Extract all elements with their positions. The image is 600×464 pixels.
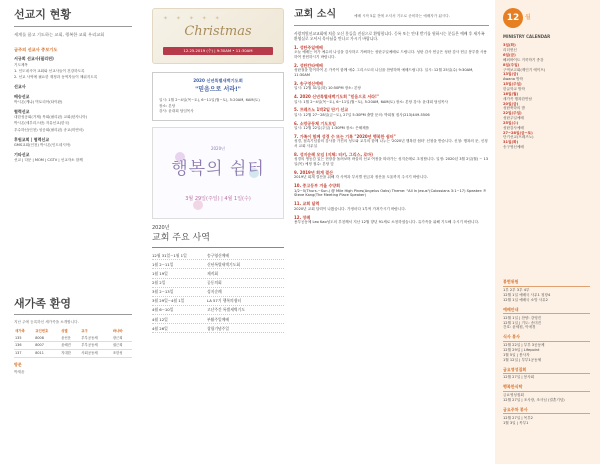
table-cell: 사회공동체 <box>80 349 111 357</box>
calendar-event: 리더헌신 <box>503 48 517 53</box>
schedule-event: 송구영신예배 <box>207 252 230 258</box>
prayer-detail: 강사: 윤대희 담임목사 <box>159 109 194 114</box>
sidebar-heading: 식사 봉사 <box>503 334 520 340</box>
schedule-row <box>152 260 284 269</box>
news-item-body: 일시: 12월 22일(주일) 1:30PM 장소: 은혜채플 <box>294 126 370 130</box>
schedule-row <box>152 297 284 306</box>
mission-title: 선교지 현황 <box>14 8 71 21</box>
sidebar-row: 12월 1일 | 기도: 송미진 <box>503 320 542 325</box>
calendar-date: 31일(화) <box>503 140 519 145</box>
news-item-title: 2. 성탄칸타예배 <box>294 62 323 68</box>
mission-subtitle: 세계를 품고 기도하는 교회, 행복한 교회 우리교회 <box>14 31 105 37</box>
table-row <box>14 342 132 350</box>
calendar-event: 성탄감사예배 <box>503 125 524 130</box>
table-header: 바나바 <box>112 329 123 334</box>
sidebar-row: 금요영성집회 <box>503 393 524 398</box>
calendar-event: 성탄축하의 밤 <box>503 106 525 111</box>
news-item <box>294 107 489 117</box>
promo-column <box>140 0 290 464</box>
news-intro: 사랑의빛선교교회에 처음 오신 분들을 진심으로 환영합니다. 등록 또는 안내 받기를 원하시는 분들은 예배 후 새가족 환영실로 오셔서 목사님을 만나고 가시기 바랍니다. <box>294 30 485 41</box>
rest-banner <box>152 127 284 219</box>
prayer-theme: "믿음으로 서라!" <box>195 85 241 93</box>
table-cell: 조한성 <box>112 349 132 357</box>
mission-line: GMS교회(인천) 박시온(인도네시아) <box>14 143 71 148</box>
month-badge <box>503 8 590 28</box>
christmas-title: Christmas <box>184 24 252 39</box>
calendar-date: 16일(월) <box>503 91 519 96</box>
news-item <box>294 121 489 131</box>
sidebar-row: 12월 22일 | 부부 3공동체 <box>503 343 545 348</box>
schedule-event: LA 57기 행복의쉼터 <box>207 298 242 304</box>
table-row <box>14 335 132 342</box>
month-number: 12 <box>503 8 523 28</box>
table-cell: 8008 <box>34 335 60 342</box>
news-item-title: 5. 프레즈노 1박2일 단기 선교 <box>294 107 349 113</box>
news-item-title: 6. 소망공동체 기도모임 <box>294 120 336 126</box>
sidebar-row: 1월 3일 | 목부1 <box>503 420 529 425</box>
news-column <box>290 0 495 464</box>
news-item-title: 8. 성지순례 모임 (지체: 터키, 그리스, 로마) <box>294 151 373 157</box>
table-header: 교구 <box>81 329 88 334</box>
divider <box>503 373 590 374</box>
calendar-title: MINISTRY CALENDAR <box>503 34 551 39</box>
news-item <box>294 81 489 91</box>
calendar-date: 25일(수) <box>503 120 519 125</box>
rest-date: 3월 29일(주일) | 4월 1일(수) <box>185 195 251 202</box>
sidebar-row: 12월 1일 예배국 소망 사무2 <box>503 297 548 302</box>
calendar-date: 22일(주일) <box>503 111 522 116</box>
family-table <box>14 328 132 357</box>
news-item-title: 1. 성탄주일예배 <box>294 44 323 50</box>
table-cell: 136 <box>14 342 34 350</box>
mission-column <box>0 0 140 464</box>
mission-line: 2. 선교 사역에 필요한 재정과 동역자들이 채워지도록 <box>14 75 98 80</box>
schedule-row <box>152 279 284 288</box>
mission-line: 후원교회 | 협력선교 <box>14 136 50 142</box>
table-cell: 윤혜진 <box>60 342 80 350</box>
divider <box>294 25 489 26</box>
schedule-year: 2020년 <box>152 225 170 232</box>
sidebar-row: 12월 27일 | 목부2 <box>503 415 533 420</box>
mission-line: 1. 인도네시아 교회와 선교사들이 건강하도록 <box>14 68 85 73</box>
calendar-event: Awana 방학 <box>503 77 524 82</box>
prayer-detail: 일시: 1월 2~4일(목~토), 6~11일(월~토), 5:20AM, 6AM(토) <box>159 97 260 102</box>
month-word: 월 <box>525 13 531 21</box>
calendar-date: 3일(화) <box>503 43 516 48</box>
news-title: 교회 소식 <box>294 9 337 20</box>
mission-line: 박시온(케냐) 빅토리아(타이완) <box>14 99 63 104</box>
calendar-event: 구역보고회(제인기 에이프) <box>503 67 546 72</box>
news-item <box>294 152 489 167</box>
table-cell: 권근희 <box>112 342 132 350</box>
mission-line: 배승선교 <box>14 93 30 99</box>
news-item-body: 1/2~5(Thurs.~Sun.) @ Mile High Pines(Angelus Oaks) Theme: "All In Jesus"(Colossians 3:1~17) Speaker: P. Steve Kang(The Meeting Place Speaker) <box>294 188 487 198</box>
news-item-title: 10. 중고등부 겨울 수양회 <box>294 183 341 189</box>
mission-line: 선교 | 다문 | MOM | CGTV | 선교자소 함께 <box>14 158 83 163</box>
table-cell: 윤선운 <box>60 335 80 342</box>
schedule-event: 공동의회 <box>207 280 222 286</box>
calendar-event: 한글학교 방학 <box>503 86 525 91</box>
table-cell: 135 <box>14 335 34 342</box>
calendar-event: 송구영신예배 <box>503 145 524 150</box>
news-item <box>294 63 489 78</box>
calendar-list <box>503 43 590 275</box>
calendar-item <box>503 121 590 131</box>
news-item-body: 성경의 생동감 있는 현장을 돌려보며 바울의 선교 여정을 따라가는 성지순례로 초청합니다. 일정: 2020년 3월 2일(월) ~ 13일(목) 예정 접수: 본당 앞 <box>294 157 489 167</box>
news-subtitle: 예배 시작 5분 전에 오셔서 기도로 준비하는 예배자가 됩시다. <box>354 14 450 18</box>
calendar-date: 20일(금) <box>503 101 519 106</box>
news-item <box>294 215 489 225</box>
divider <box>503 391 590 392</box>
schedule-date: 4월 6~10일 <box>152 307 174 313</box>
sidebar-heading: 금요영성집회 <box>503 366 527 372</box>
news-item-body: 오늘 예배는 어가 예수의 나심을 감사하고 기뻐하는 성탄주일예배로 드립니다. 성탄 감사 헌금은 성탄 감사 헌금 봉투를 사용하여 봉헌하시기 바랍니다. <box>294 50 487 59</box>
mission-line: 협력선교 <box>14 108 30 114</box>
calendar-date: 8일(주일) <box>503 62 520 67</box>
sidebar-row: 12월 27일 | 조사장, 조사님 (결혼기념) <box>503 397 565 402</box>
mission-line: 박시온(세부리스탄) 자유선교(한국) <box>14 121 70 126</box>
sidebar-row: 12월 29일 | Lifepoint <box>503 347 540 352</box>
calendar-column <box>495 0 600 464</box>
sidebar-heading: 예배안내 <box>503 306 519 312</box>
divider <box>503 286 590 287</box>
schedule-row <box>152 324 284 333</box>
divider <box>152 247 284 248</box>
calendar-date: 6일(금) <box>503 53 516 58</box>
sidebar-row: 1월 5일 | 봉사자 <box>503 352 530 357</box>
christmas-banner <box>152 8 284 64</box>
visit-label: 방문 <box>14 361 22 367</box>
news-item-body: 용부공동체 Leo Kao성도의 부친께서 지난 12월 향년 91세로 소천하셨습니다. 유가족을 위해 기도해 주시기 바랍니다. <box>294 219 480 224</box>
prayer-heading: 2020 신년특별새벽기도회 <box>193 78 243 83</box>
prayer-detail: 장소: 본당 <box>159 103 176 108</box>
calendar-item <box>503 63 590 73</box>
divider <box>503 341 590 342</box>
mission-line: 대한성공회(거제) 목회(필리핀) 교회(탄자니아) <box>14 115 88 120</box>
schedule-date: 4월 26일 <box>152 325 168 331</box>
schedule-date: 12월 31일~1월 1일 <box>152 252 187 258</box>
calendar-item <box>503 53 590 63</box>
calendar-date: 13일(금) <box>503 72 519 77</box>
table-header: 교인번호 <box>35 329 49 334</box>
calendar-item <box>503 43 590 53</box>
mission-line: 기도제목 <box>14 62 28 67</box>
rest-year: 2020년 <box>210 146 226 152</box>
table-header: 새가족 <box>15 329 25 334</box>
schedule-row <box>152 251 284 260</box>
news-item-title: 12. 장례 <box>294 214 311 220</box>
news-item-body: 일시: 12월 27~28일(금~토), 27일 5:30PM 출발 문의: 박희철 집사(213)449-5506 <box>294 112 430 117</box>
mission-heading: 금주의 선교사 중보기도 <box>14 46 58 52</box>
family-subtitle: 지난 주에 등록하신 새가족을 소개합니다. <box>14 320 79 325</box>
table-header: 성별 <box>61 329 68 334</box>
table-cell: 8007 <box>34 342 60 350</box>
table-row <box>14 349 132 357</box>
calendar-item <box>503 82 590 92</box>
schedule-date: 2월 2일 <box>152 280 166 286</box>
rest-title: 행복의 쉼터 <box>171 159 265 180</box>
calendar-item <box>503 92 590 102</box>
mission-line: 우수하신(인천) 성공회(필리핀) 송교(미얀마) <box>14 127 84 132</box>
divider <box>14 314 132 315</box>
table-cell: 137 <box>14 349 34 357</box>
sidebar-heading: 봉헌위원 <box>503 279 519 285</box>
news-item <box>294 201 489 211</box>
table-cell: 부부공동체 <box>80 342 111 350</box>
news-item-body: 일시: 1월 2~4일(목~토), 6~11일(월~토), 5:20AM, 6AM(토) 장소: 본당 강사: 윤대희 담임목사 <box>294 99 448 104</box>
divider <box>14 26 132 27</box>
mission-body <box>14 43 132 291</box>
mission-line: 서규희 선교사(필리핀) <box>14 56 54 62</box>
table-cell: 부부공동체 <box>80 335 111 342</box>
schedule-row <box>152 269 284 278</box>
visit-names: 박재윤 <box>14 369 25 374</box>
calendar-item <box>503 131 590 141</box>
calendar-item <box>503 102 590 112</box>
schedule-title: 교회 주요 사역 <box>152 233 210 244</box>
schedule-row <box>152 288 284 297</box>
schedule-event: 창립기념주일 <box>207 325 230 331</box>
table-cell: 지대한 <box>60 349 80 357</box>
news-item-title: 9. 2019년 회계 결산 <box>294 170 333 175</box>
news-item-title: 3. 송구영신예배 <box>294 80 323 86</box>
news-item-body: 성경, 접촉기념물의 감사를 가진의 성도와 교우의 함께 나누는 '2020년 행복한 쉼터' 신청을 받습니다. 신청: 행복의 문, 신청서 교회 사무실 <box>294 139 488 149</box>
schedule-event: 제직회 <box>207 270 219 276</box>
schedule-date: 3월 2~13일 <box>152 289 174 295</box>
schedule-event: 부활주일예배 <box>207 316 230 322</box>
christmas-date-bar: 12.25.2019 (수) | 9:30AM • 11:30AM <box>163 47 273 55</box>
news-header <box>294 8 489 22</box>
sidebar-row: 12월 1일 | 찬양: 강영진 <box>503 315 542 320</box>
sidebar-row: 1부 2부 3부 4부 <box>503 288 530 293</box>
news-item-title: 4. 2020 신년특별새벽기도회 "믿음으로 서라!" <box>294 94 379 100</box>
calendar-event: 단기선교(프레즈노) <box>503 135 534 140</box>
sidebar-heading: 행복한식탁 <box>503 384 523 390</box>
divider <box>503 413 590 414</box>
calendar-item <box>503 111 590 121</box>
calendar-item <box>503 140 590 150</box>
news-item <box>294 170 489 180</box>
news-item-body: 성탄절을 맞이하여 온 가족이 함께 예수 그리스도의 나심을 찬양하며 예배드립니다. 일시: 12월 25일(수) 9:30AM, 11:30AM <box>294 68 474 78</box>
table-cell: 장근희 <box>112 335 132 342</box>
news-item-body: 2019년 회계 결산을 위해 각 사역과 부서별 헌금과 정산을 도울까지 주시기 바랍니다. <box>294 175 428 180</box>
prayer-meeting-box <box>152 72 284 121</box>
calendar-date: 27~28일(금~토) <box>503 130 533 135</box>
sidebar-heading: 금요주차 봉사 <box>503 406 528 412</box>
snowflake-icon: ✦ ✦ ✦ ✦ ✦ <box>163 15 223 22</box>
schedule-row <box>152 315 284 324</box>
calendar-date: 15일(주일) <box>503 82 522 87</box>
news-item <box>294 134 489 149</box>
calendar-event: 성탄주일예배 <box>503 116 524 121</box>
news-item-body: 2020년 교회 달력이 나왔습니다. 가정마다 1부씩 가져가시기 바랍니다. <box>294 206 406 211</box>
schedule-event: 신년특별새벽기도회 <box>207 261 241 267</box>
schedule-date: 1월 19일 <box>152 270 168 276</box>
schedule-date: 3월 29일~4월 1일 <box>152 298 185 304</box>
news-item-title: 11. 교회 달력 <box>294 201 320 207</box>
schedule-date: 4월 12일 <box>152 316 168 322</box>
schedule-event: 고난주간 특별새벽기도 <box>207 307 245 313</box>
schedule-date: 1월 2~11일 <box>152 261 174 267</box>
sidebar-row: 12월 27일 | 봉사회 <box>503 375 535 380</box>
mission-line: 선교사 <box>14 84 26 90</box>
calendar-item <box>503 72 590 82</box>
divider <box>503 313 590 314</box>
news-item <box>294 45 489 60</box>
sidebar-row: 간호: 윤세원, 이애경 <box>503 325 536 330</box>
sidebar-row: 12월 1일 예배국 사무1 청장4 <box>503 293 551 298</box>
news-item-title: 7. 가족이 함께 성경 수 또는 기록 "2020년 행복한 쉼터" <box>294 133 396 139</box>
news-item <box>294 94 489 104</box>
calendar-event: 해외바이트 거룩학기 종강 <box>503 57 544 62</box>
news-item <box>294 183 489 198</box>
schedule-event: 성지순례 <box>207 289 222 295</box>
calendar-event: 새가족 행복한만남 <box>503 96 532 101</box>
family-title: 새가족 환영 <box>14 296 71 310</box>
mission-line: 기타선교 <box>14 151 30 157</box>
sidebar-row: 1월 12일 | 부부1공동체 <box>503 357 542 362</box>
news-item-body: 일시: 12월 31일(화) 10:50PM 장소: 본당 <box>294 86 361 91</box>
schedule-row <box>152 306 284 315</box>
table-cell: 8011 <box>34 349 60 357</box>
